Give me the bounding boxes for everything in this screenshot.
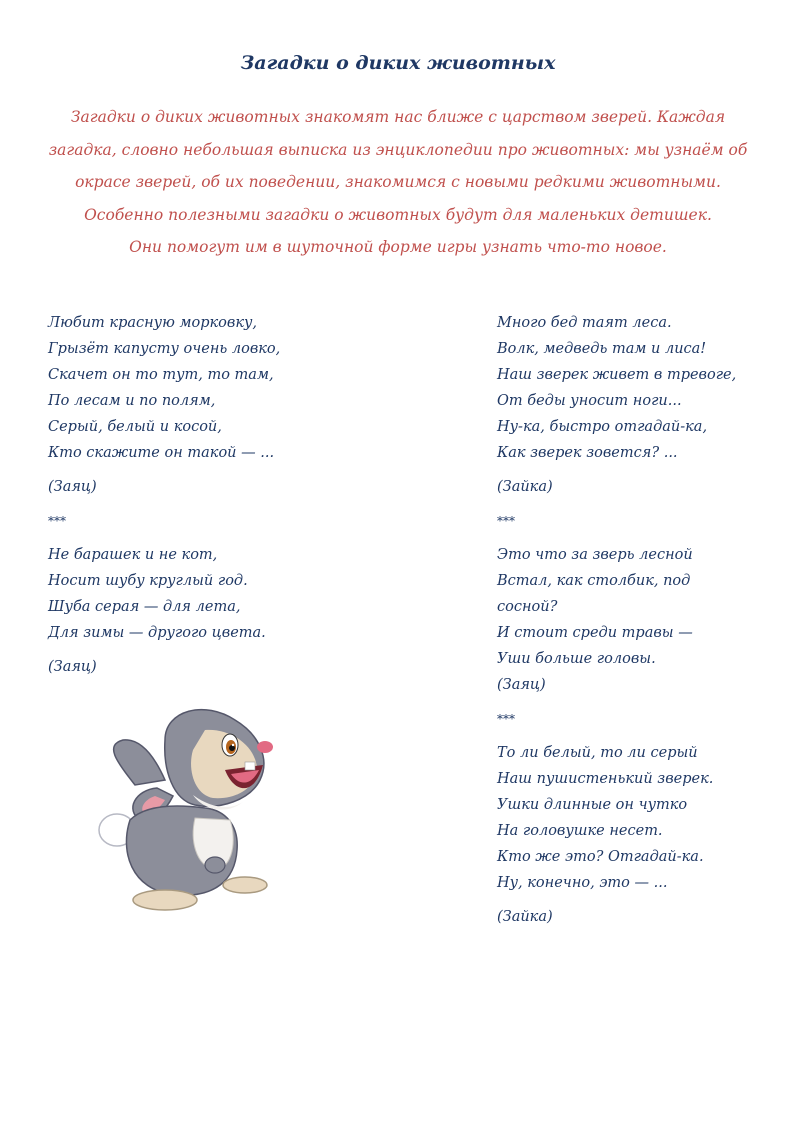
riddle-separator: *** xyxy=(497,514,515,528)
riddle-line: Много бед таят леса. xyxy=(497,315,672,331)
riddle-answer: (Заяц) xyxy=(48,659,97,675)
riddle-line: Встал, как столбик, под xyxy=(497,573,691,589)
riddle-line: Кто скажите он такой — ... xyxy=(48,445,275,461)
riddle-line: По лесам и по полям, xyxy=(48,393,216,409)
riddle-separator: *** xyxy=(497,712,515,726)
riddle-line: Носит шубу круглый год. xyxy=(48,573,248,589)
riddle-line: Для зимы — другого цвета. xyxy=(48,625,266,641)
riddle-left-2 xyxy=(48,542,378,680)
riddle-line: Шуба серая — для лета, xyxy=(48,599,241,615)
riddle-line: То ли белый, то ли серый xyxy=(497,745,698,761)
riddle-line: Наш зверек живет в тревоге, xyxy=(497,367,737,383)
intro-line: Загадки о диких животных знакомят нас ближе с царством зверей. Каждая xyxy=(70,108,726,126)
riddle-line: Уши больше головы. xyxy=(497,651,656,667)
intro-line: загадка, словно небольшая выписка из энциклопедии про животных: мы узнаём об xyxy=(48,140,748,159)
riddle-line: Грызёт капусту очень ловко, xyxy=(48,341,281,357)
riddle-line: Ну-ка, быстро отгадай-ка, xyxy=(497,419,708,435)
riddle-line: Скачет он то тут, то там, xyxy=(48,367,274,383)
riddle-line: Кто же это? Отгадай-ка. xyxy=(497,849,704,865)
riddle-line: Волк, медведь там и лиса! xyxy=(497,341,707,357)
riddle-line: сосной? xyxy=(497,599,558,615)
riddle-line: Это что за зверь лесной xyxy=(497,547,693,563)
riddle-line: На головушке несет. xyxy=(497,823,663,839)
riddle-line: Ну, конечно, это — ... xyxy=(497,875,668,891)
riddle-left-1 xyxy=(48,310,378,500)
riddle-right-3 xyxy=(497,740,787,930)
riddle-answer: (Заяц) xyxy=(497,677,546,693)
intro-line: окрасе зверей, об их поведении, знакомимся с новыми редкими животными. xyxy=(75,173,721,191)
riddle-right-2 xyxy=(497,542,787,698)
intro-line: Особенно полезными загадки о животных будут для маленьких детишек. xyxy=(84,205,712,224)
riddle-line: Серый, белый и косой, xyxy=(48,419,222,435)
riddle-separator: *** xyxy=(48,514,66,528)
riddle-line: От беды уносит ноги... xyxy=(497,393,682,409)
riddle-line: Ушки длинные он чутко xyxy=(497,797,688,813)
intro-paragraph xyxy=(30,101,766,264)
page-title: Загадки о диких животных xyxy=(240,52,556,74)
riddle-right-1 xyxy=(497,310,787,500)
riddle-line: Как зверек зовется? ... xyxy=(497,445,678,461)
riddle-answer: (Заяц) xyxy=(48,479,97,495)
riddle-line: Наш пушистенький зверек. xyxy=(497,771,714,787)
right-column xyxy=(497,310,787,930)
intro-line: Они помогут им в шуточной форме игры узнать что-то новое. xyxy=(129,238,667,256)
left-column xyxy=(48,310,378,680)
riddle-answer: (Зайка) xyxy=(497,909,553,925)
riddle-line: Любит красную морковку, xyxy=(48,315,257,331)
riddle-line: И стоит среди травы — xyxy=(497,625,693,641)
bunny-illustration xyxy=(95,700,280,915)
riddle-line: Не барашек и не кот, xyxy=(48,547,218,563)
riddle-answer: (Зайка) xyxy=(497,479,553,495)
